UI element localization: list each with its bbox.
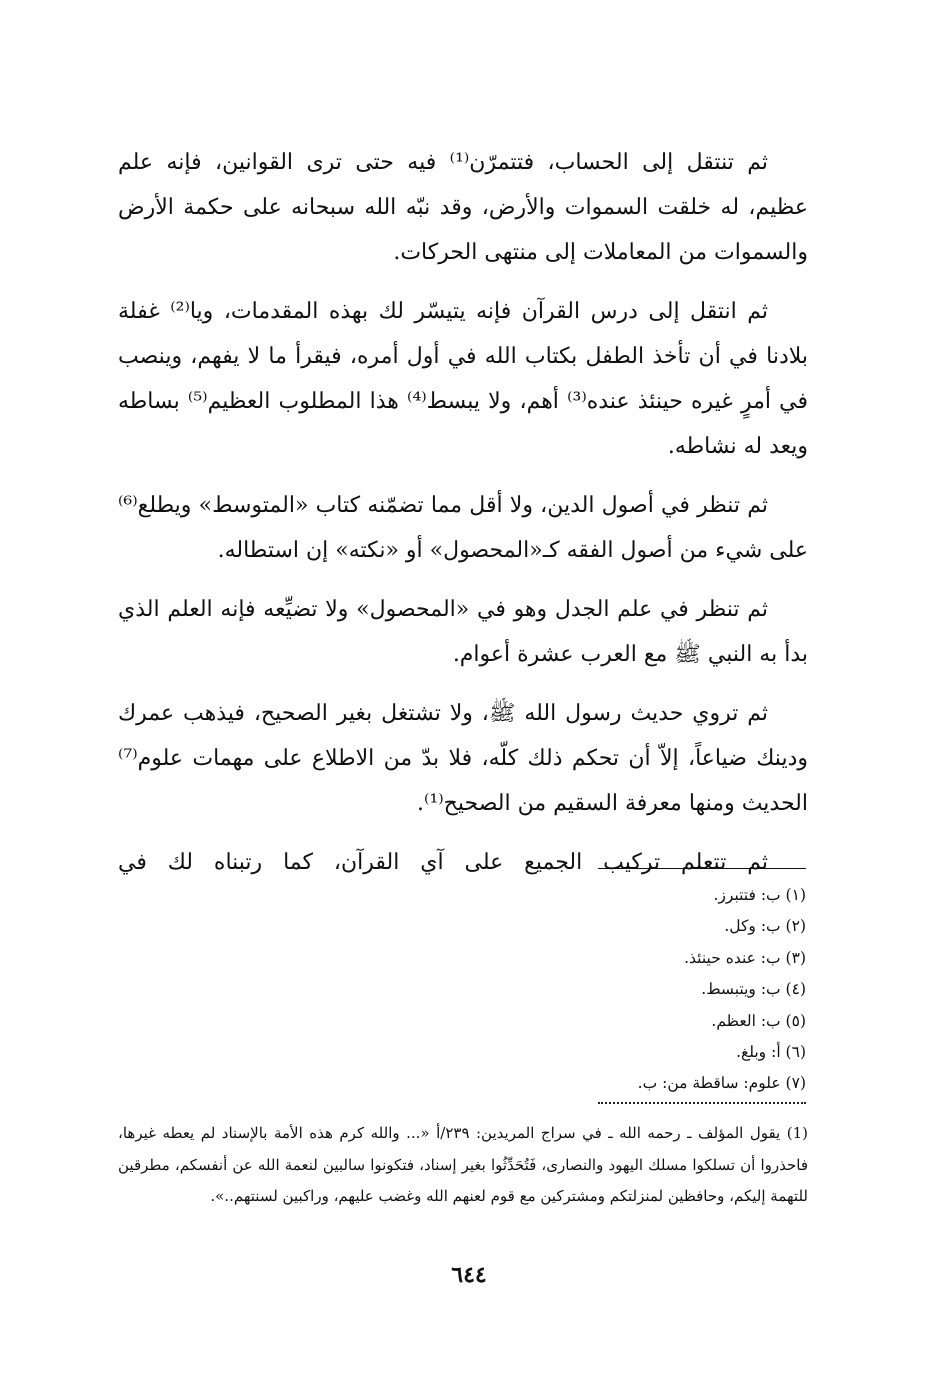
footnote-item: (٥) ب: العظم.: [711, 1011, 806, 1030]
footnote-list: [500, 880, 806, 1100]
paragraph-tarkib: ثم تتعلم تركيب الجميع على آي القرآن، كما رتبناه لك في: [118, 850, 768, 875]
footnote-item: (١) ب: فتتبرز.: [713, 886, 806, 904]
footnote-item: (٤) ب: ويتبسط.: [701, 980, 806, 999]
paragraph-hadith: ثم تروي حديث رسول الله ﷺ، ولا تشتغل بغير الصحيح، فيذهب عمرك ودينك ضياعاً، إلاّ أن تحكم ذلك كلّه، فلا بدّ من الاطلاع على مهمات علوم⁽⁷⁾ الحديث ومنها معرفة السقيم من الصحيح⁽¹⁾.: [118, 701, 808, 816]
footnote-separator: [598, 868, 806, 869]
editor-note-separator: [598, 1102, 806, 1104]
paragraph-quran: ثم انتقل إلى درس القرآن فإنه يتيسّر لك بهذه المقدمات، ويا⁽²⁾ غفلة بلادنا في أن تأخذ الطفل بكتاب الله في أول أمره، فيقرأ ما لا يفهم، وينصب في أمرٍ غيره حينئذ عنده⁽³⁾ أهم، ولا يبسط⁽⁴⁾ هذا المطلوب العظيم⁽⁵⁾ بساطه ويعد له نشاطه.: [118, 299, 809, 459]
main-text: [118, 140, 808, 899]
paragraph-usul: ثم تنظر في أصول الدين، ولا أقل مما تضمّنه كتاب «المتوسط» ويطلع⁽⁶⁾ على شيء من أصول الفقه كـ«المحصول» أو «نكته» إن استطاله.: [118, 493, 808, 563]
footnote-item: (٣) ب: عنده حينئذ.: [684, 948, 806, 967]
editor-note: (1) يقول المؤلف ـ رحمه الله ـ في سراج المريدين: ٢٣٩/أ «... والله كرم هذه الأمة بالإسناد لم يعطه غيرها، فاحذروا أن تسلكوا مسلك اليهود والنصارى، فَتُحَدِّثُوا بغير إسناد، فتكونوا سالبين لنعمة الله عن أنفسكم، مطرقين للتهمة إليكم، وحافظين لمنزلتكم ومشتركين مع قوم لعنهم الله وغضب عليهم، وراكبين لسنتهم..».: [118, 1124, 808, 1205]
footnote-item: (٦) أ: وبلغ.: [736, 1043, 806, 1062]
page-number: ٦٤٤: [451, 1262, 487, 1288]
paragraph-jadal: ثم تنظر في علم الجدل وهو في «المحصول» ولا تضيِّعه فإنه العلم الذي بدأ به النبي ﷺ مع العرب عشرة أعوام.: [118, 597, 808, 667]
footnote-item: (٧) علوم: ساقطة من: ب.: [637, 1074, 806, 1093]
footnote-item: (٢) ب: وكل.: [724, 917, 806, 936]
paragraph-arithmetic: ثم تنتقل إلى الحساب، فتتمرّن⁽¹⁾ فيه حتى ترى القوانين، فإنه علم عظيم، له خلقت السموات والأرض، وقد نبّه الله سبحانه على حكمة الأرض والسموات من المعاملات إلى منتهى الحركات.: [118, 150, 808, 265]
